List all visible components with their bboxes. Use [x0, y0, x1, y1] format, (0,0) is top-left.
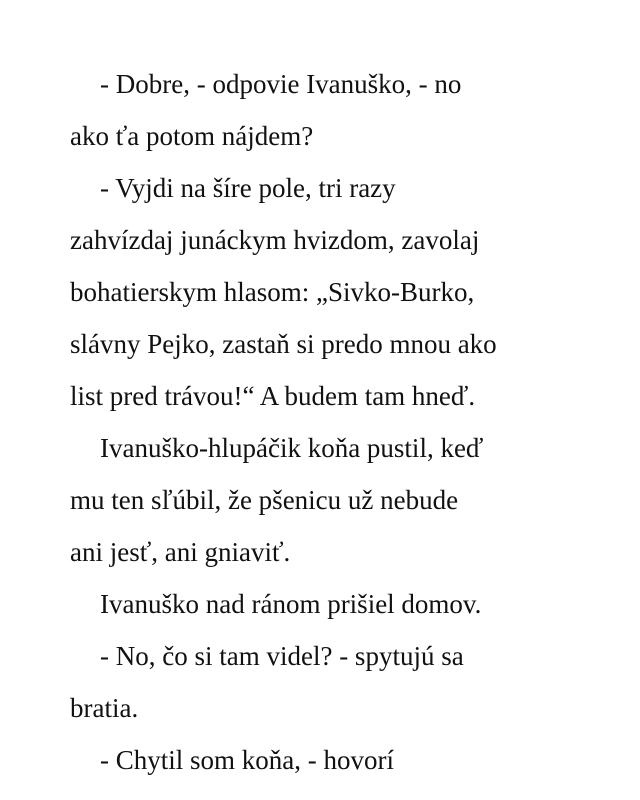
text-line: bratia.: [70, 693, 139, 723]
text-line: mu ten sľúbil, že pšenicu už nebude: [70, 485, 459, 515]
text-line: Ivanuško nad ránom prišiel domov.: [100, 589, 482, 619]
text-line: bohatierskym hlasom: „Sivko-Burko,: [70, 277, 475, 307]
text-line: - Chytil som koňa, - hovorí: [100, 745, 394, 775]
text-line: ako ťa potom nájdem?: [70, 121, 314, 151]
text-line: zahvízdaj junáckym hvizdom, zavolaj: [70, 225, 480, 255]
text-line: - Dobre, - odpovie Ivanuško, - no: [100, 69, 462, 99]
text-line: Ivanuško-hlupáčik koňa pustil, keď: [100, 433, 484, 463]
text-line: - No, čo si tam videl? - spytujú sa: [100, 641, 464, 671]
text-line: slávny Pejko, zastaň si predo mnou ako: [70, 329, 497, 359]
text-line: ani jesť, ani gniaviť.: [70, 537, 291, 567]
text-line: - Vyjdi na šíre pole, tri razy: [100, 173, 396, 203]
story-text: [70, 58, 610, 786]
text-line: list pred trávou!“ A budem tam hneď.: [70, 381, 476, 411]
